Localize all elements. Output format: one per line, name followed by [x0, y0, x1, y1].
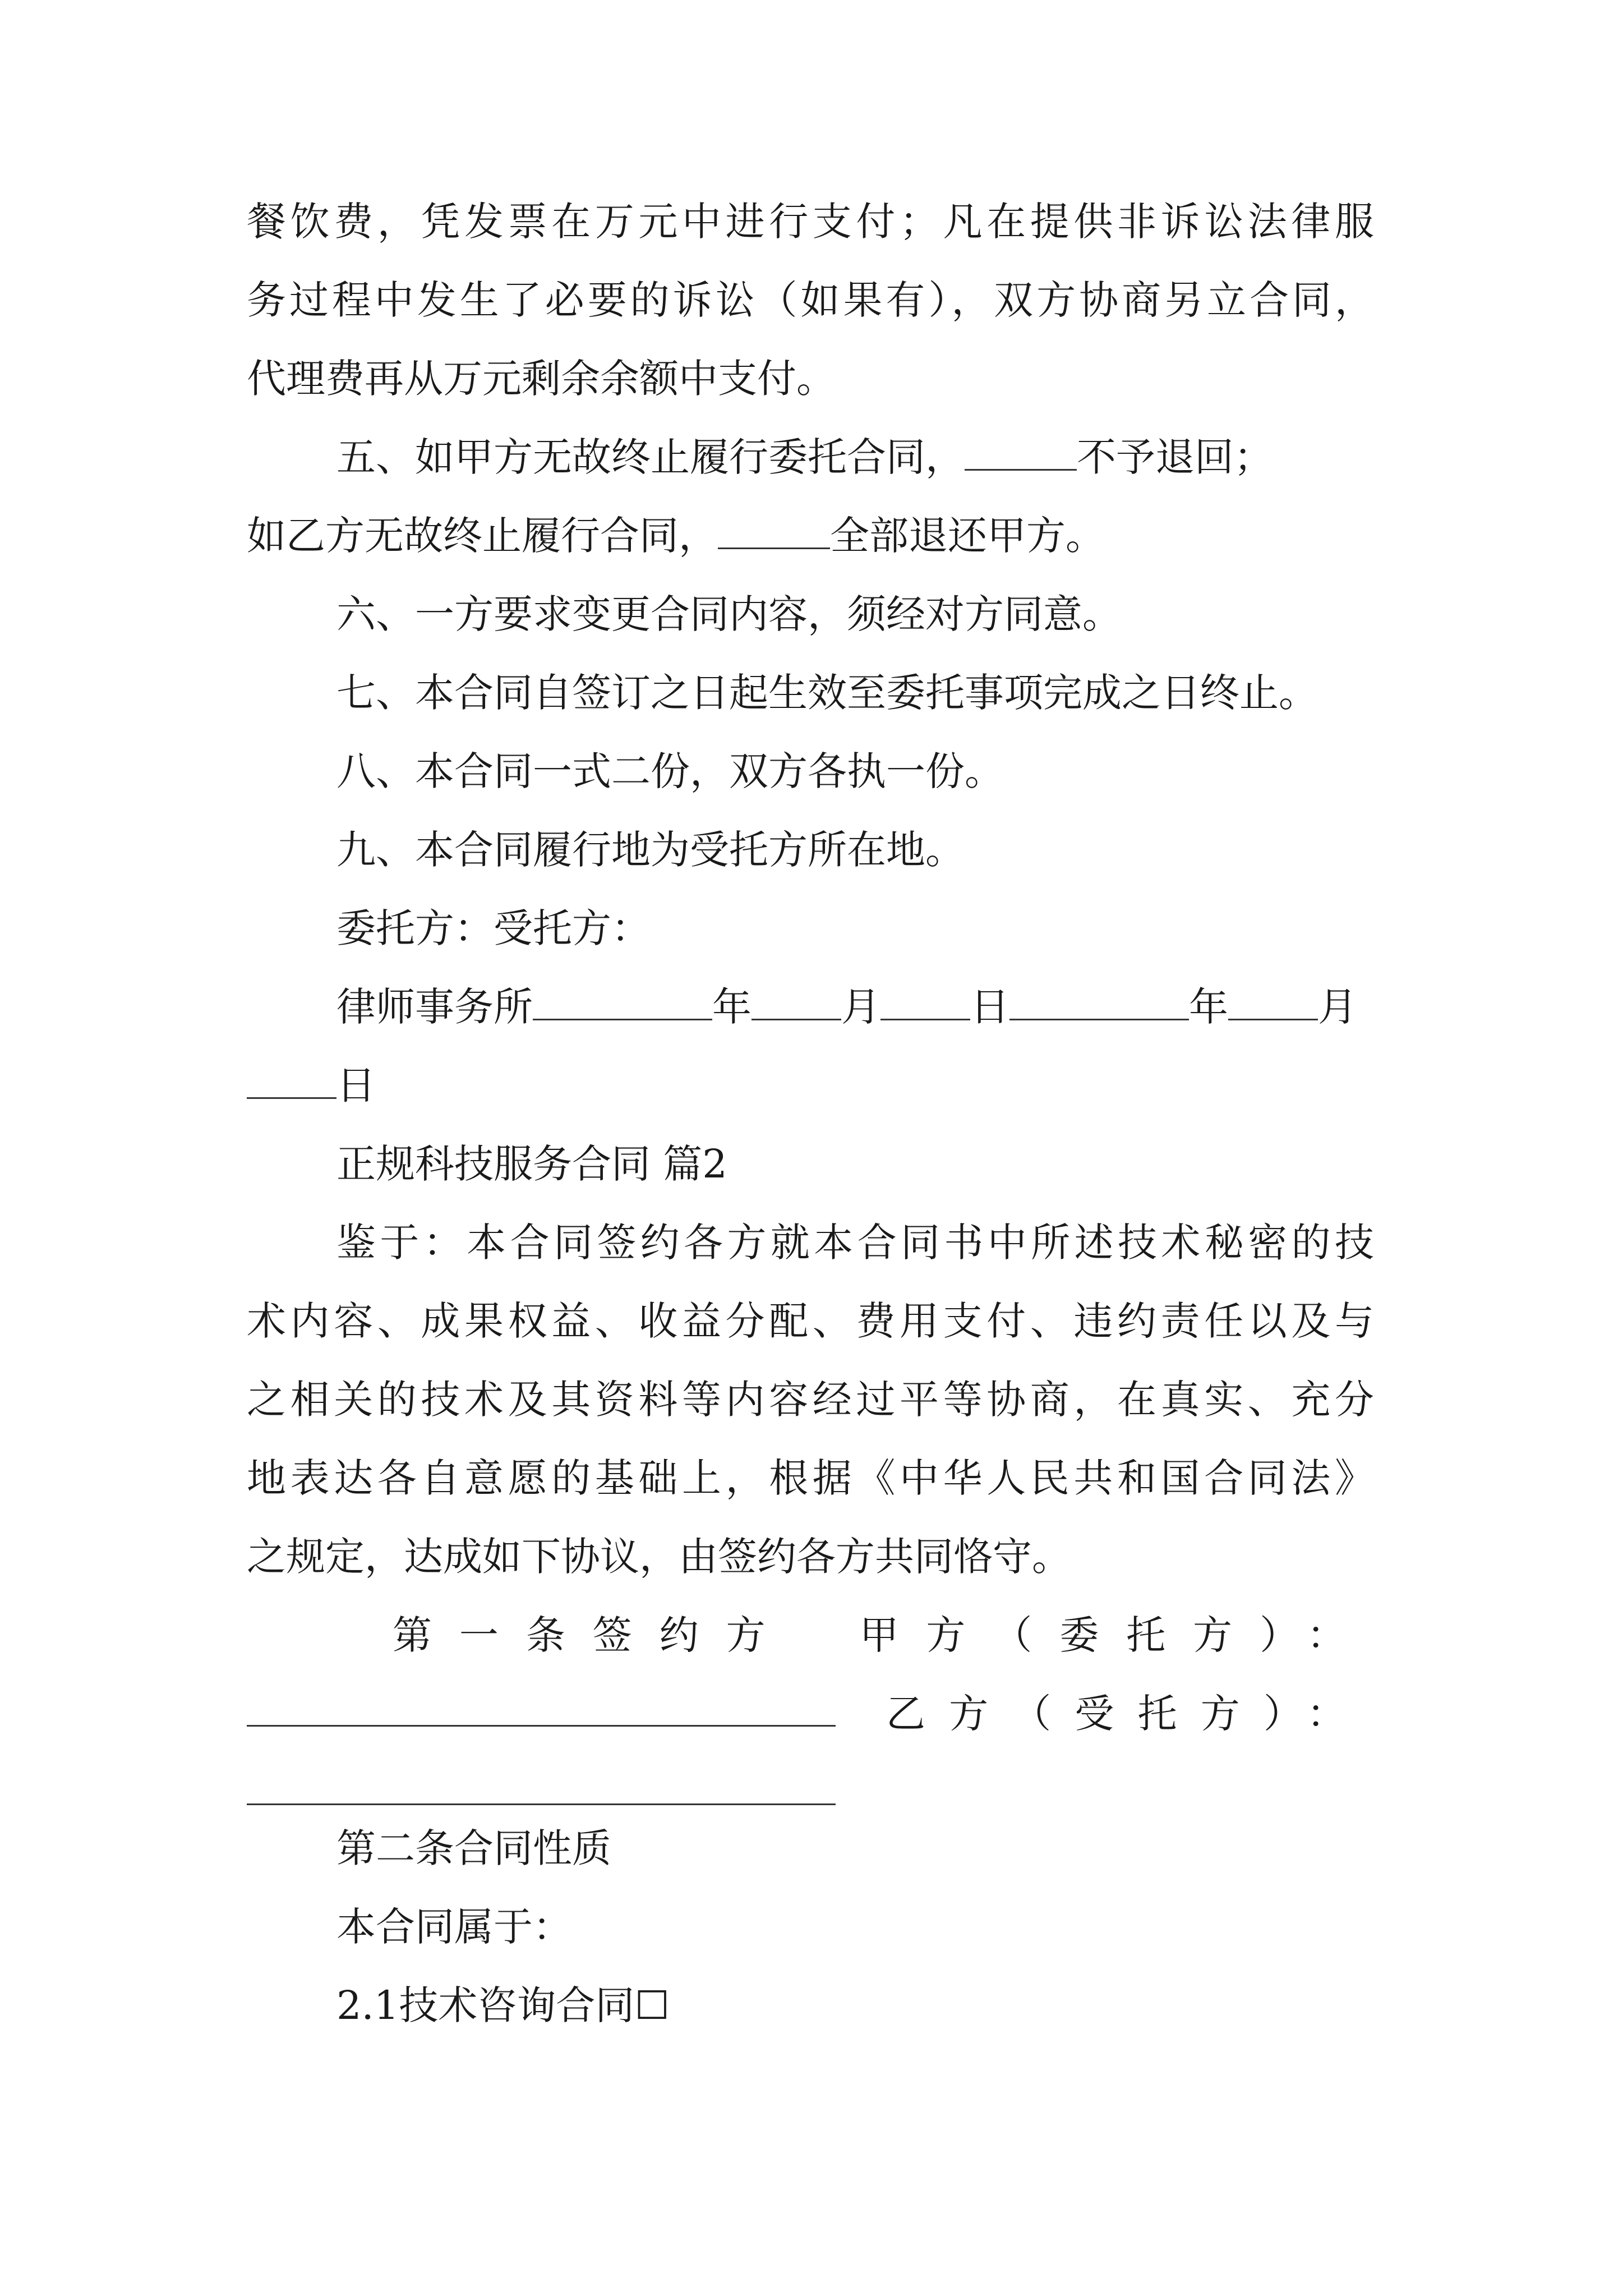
month-label: 月 [841, 984, 880, 1030]
article-two-heading: 第二条合同性质 [336, 1825, 611, 1871]
clause-six: 六、一方要求变更合同内容，须经对方同意。 [336, 591, 1122, 637]
law-firm-label: 律师事务所 [336, 984, 533, 1030]
fill-blank [880, 982, 970, 1020]
preamble-line: 术内容、成果权益、收益分配、费用支付、违约责任以及与 [247, 1298, 1374, 1344]
preamble-line: 鉴于：本合同签约各方就本合同书中所述技术秘密的技 [336, 1220, 1374, 1266]
fill-blank [718, 510, 830, 549]
fill-blank [247, 1060, 336, 1099]
paragraph-line: 代理费再从万元剩余余额中支付。 [247, 356, 836, 402]
preamble-line: 之相关的技术及其资料等内容经过平等协商，在真实、充分 [247, 1377, 1374, 1423]
fill-blank [533, 982, 712, 1020]
paragraph-line: 餐饮费，凭发票在万元中进行支付；凡在提供非诉讼法律服 [247, 199, 1374, 245]
party-labels: 委托方：受托方： [336, 905, 651, 951]
paragraph-line: 务过程中发生了必要的诉讼（如果有），双方协商另立合同， [247, 277, 1374, 323]
article-one-heading: 第一条签约方 甲方（委托方）： [393, 1612, 1346, 1658]
fill-blank [1009, 982, 1189, 1020]
fill-blank [1228, 982, 1318, 1020]
month-label: 月 [1318, 984, 1357, 1030]
party-b-label: 乙方（受托方）： [886, 1691, 1346, 1737]
clause-seven: 七、本合同自签订之日起生效至委托事项完成之日终止。 [336, 670, 1318, 716]
year-label: 年 [712, 984, 751, 1030]
clause-text: 如乙方无故终止履行合同， [247, 513, 718, 559]
signature-date-line [336, 979, 1357, 1035]
clause-text: 全部退还甲方。 [830, 513, 1105, 559]
clause-five-line [336, 429, 1273, 485]
section-heading: 正规科技服务合同 篇2 [336, 1141, 727, 1187]
year-label: 年 [1189, 984, 1228, 1030]
preamble-line: 地表达各自意愿的基础上，根据《中华人民共和国合同法》 [247, 1455, 1374, 1501]
fill-blank [965, 432, 1077, 471]
clause-eight: 八、本合同一式二份，双方各执一份。 [336, 748, 1004, 794]
day-label: 日 [336, 1062, 376, 1108]
clause-text: 不予退回； [1077, 434, 1273, 480]
signature-date-continued [247, 1057, 376, 1114]
clause-five-continued [247, 508, 1105, 564]
contract-type-option: 2.1技术咨询合同☐ [336, 1982, 670, 2028]
clause-nine: 九、本合同履行地为受托方所在地。 [336, 827, 965, 873]
contract-type-intro: 本合同属于： [336, 1904, 572, 1950]
party-a-blank [247, 1725, 836, 1727]
clause-text: 五、如甲方无故终止履行委托合同， [336, 434, 965, 480]
day-label: 日 [970, 984, 1009, 1030]
preamble-line: 之规定，达成如下协议，由签约各方共同恪守。 [247, 1534, 1071, 1580]
party-b-blank [247, 1803, 836, 1805]
fill-blank [751, 982, 841, 1020]
